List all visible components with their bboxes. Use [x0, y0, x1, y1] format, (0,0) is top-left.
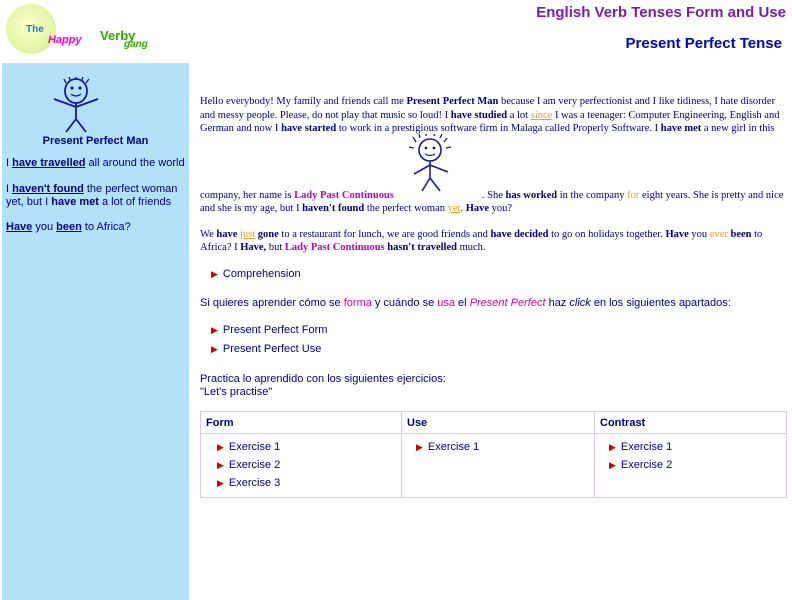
right-triangle-arrow-icon: ▶ — [211, 325, 218, 335]
form-exercise-3-link[interactable]: ▶ Exercise 3 — [217, 477, 281, 489]
site-title: English Verb Tenses Form and Use — [536, 4, 786, 21]
right-triangle-arrow-icon: ▶ — [217, 442, 224, 452]
right-triangle-arrow-icon: ▶ — [416, 442, 423, 452]
learn-instruction-text: Si quieres aprender cómo se forma y cuándo se usa el Present Perfect haz click en los siguientes apartados: — [200, 297, 731, 309]
logo-text-happy: Happy — [48, 34, 82, 46]
logo-text-gang: gang — [124, 39, 148, 50]
column-header-form: Form — [201, 412, 401, 434]
right-triangle-arrow-icon: ▶ — [609, 442, 616, 452]
exercises-column-contrast — [595, 412, 786, 497]
right-triangle-arrow-icon: ▶ — [211, 269, 218, 279]
since-keyword: since — [530, 109, 553, 121]
form-exercise-2-link[interactable]: ▶ Exercise 2 — [217, 459, 281, 471]
column-header-contrast: Contrast — [595, 412, 786, 434]
sidebar — [2, 63, 189, 600]
intro-paragraph-3: We have just gone to a restaurant for lunch, we are good friends and have decided to go on holidays together. Have you ever been to Africa? I Have, but Lady Past Continuous hasn't travelled much. — [200, 228, 763, 253]
contrast-exercise-2-link[interactable]: ▶ Exercise 2 — [609, 459, 673, 471]
right-triangle-arrow-icon: ▶ — [609, 460, 616, 470]
right-triangle-arrow-icon: ▶ — [217, 460, 224, 470]
sidebar-sentence-africa: Have you been to Africa? — [6, 221, 131, 233]
yet-keyword: yet — [447, 203, 461, 214]
present-perfect-form-link[interactable]: ▶ Present Perfect Form — [211, 324, 328, 336]
present-perfect-use-link[interactable]: ▶ Present Perfect Use — [211, 343, 322, 355]
exercises-table — [200, 411, 787, 498]
present-perfect-man-illustration — [46, 77, 102, 133]
sidebar-sentence-travelled: I have travelled all around the world — [6, 157, 185, 169]
page-heading: Present Perfect Tense — [625, 35, 782, 52]
lady-past-continuous-name: Lady Past Continuous — [294, 189, 394, 201]
form-exercise-1-link[interactable]: ▶ Exercise 1 — [217, 441, 281, 453]
just-keyword: just — [239, 228, 256, 240]
intro-paragraph-2: company, her name is Lady Past Continuous . She has worked in the company for eight years. She is pretty and nice and she is my age, but I haven't found the perfect woman yet. Have you? — [200, 189, 784, 214]
present-perfect-man-caption: Present Perfect Man — [42, 135, 149, 147]
happy-verby-gang-logo[interactable] — [4, 4, 174, 56]
logo-text-the: The — [26, 24, 44, 35]
right-triangle-arrow-icon: ▶ — [211, 344, 218, 354]
right-triangle-arrow-icon: ▶ — [217, 478, 224, 488]
logo-text-verby: Verby — [100, 28, 136, 43]
sidebar-sentence-found: I haven't found the perfect woman yet, but I have met a lot of friends — [6, 183, 178, 208]
comprehension-link[interactable]: ▶ Comprehension — [211, 268, 301, 280]
exercises-column-use — [402, 412, 594, 497]
column-header-use: Use — [402, 412, 594, 434]
intro-paragraph-1: Hello everybody! My family and friends call me Present Perfect Man because I am very perfectionist and I like tidiness, I hate disorder and messy people. Please, do not play that music so loud! I have studied a lot since I was a teenager: Computer Engineering, English and German and now I have started to work in a prestigious software firm in Malaga called Properly Software. I have met a new girl in this — [200, 96, 780, 134]
contrast-exercise-1-link[interactable]: ▶ Exercise 1 — [609, 441, 673, 453]
intro-text — [200, 95, 788, 255]
lady-past-continuous-illustration — [394, 134, 466, 192]
ever-keyword: ever — [709, 228, 728, 240]
exercises-column-form — [201, 412, 401, 497]
for-keyword: for — [627, 189, 640, 201]
use-exercise-1-link[interactable]: ▶ Exercise 1 — [416, 441, 480, 453]
practice-instruction-text: Practica lo aprendido con los siguientes ejercicios: "Let's practise" — [200, 373, 446, 398]
